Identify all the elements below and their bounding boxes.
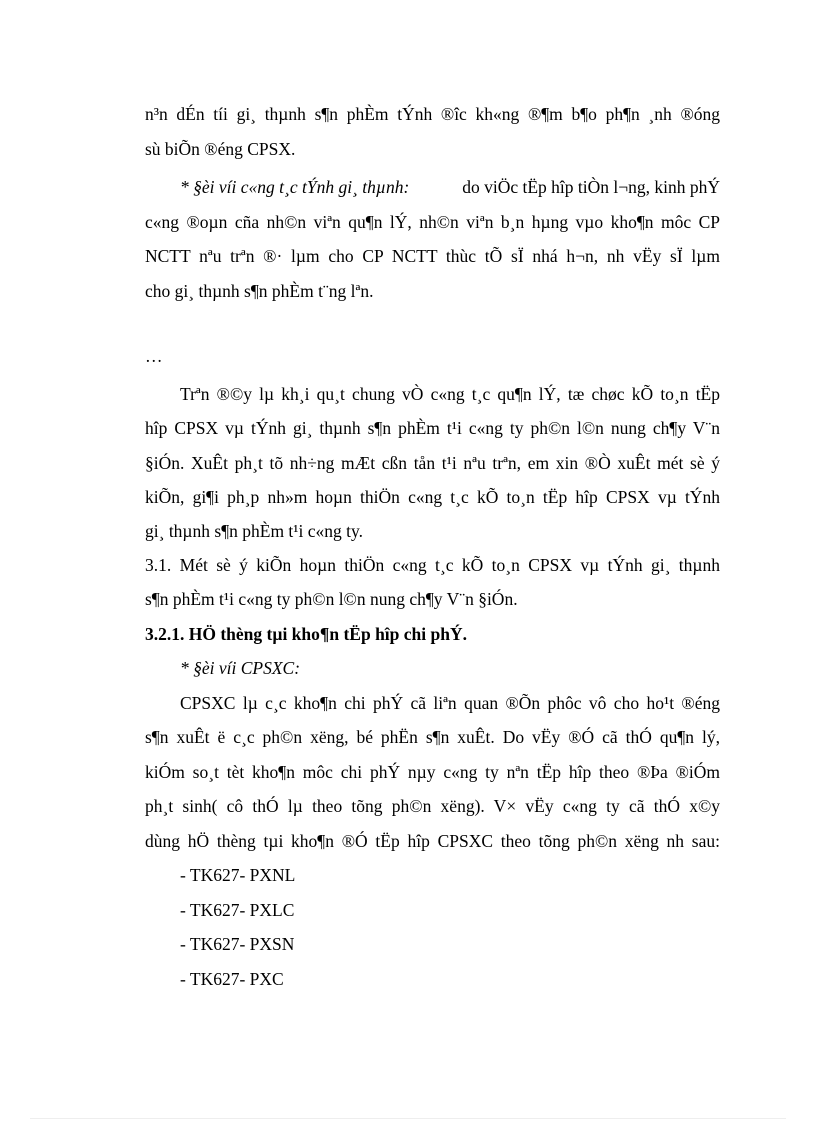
paragraph-line: s¶n xuÊt ë c¸c ph©n xëng, bé phËn s¶n xuÊt. Do vËy ®Ó cã thÓ qu¶n lý, <box>145 727 720 747</box>
paragraph-line: c«ng ®oµn cña nh©n viªn qu¶n lÝ, nh©n viªn b¸n hµng vµo kho¶n môc CP <box>145 212 720 232</box>
section-title: 3.1. Mét sè ý kiÕn hoµn thiÖn c«ng t¸c kÕ to¸n CPSX vµ tÝnh gi¸ thµnh <box>145 555 720 575</box>
italic-subheading: * §èi víi c«ng t¸c tÝnh gi¸ thµnh: <box>180 177 410 197</box>
paragraph-text: do viÖc tËp hîp tiÒn l¬ng, kinh phÝ <box>462 177 720 197</box>
paragraph-line: gi¸ thµnh s¶n phÈm t¹i c«ng ty. <box>145 521 364 541</box>
paragraph-line <box>180 176 720 198</box>
paragraph-line: NCTT nªu trªn ®· lµm cho CP NCTT thùc tÕ sÏ nhá h¬n, nh vËy sÏ lµm <box>145 246 720 266</box>
italic-subheading: * §èi víi CPSXC: <box>180 658 301 678</box>
paragraph-line: dùng hÖ thèng tµi kho¶n ®Ó tËp hîp CPSXC theo tõng ph©n xëng nh sau: <box>145 831 720 851</box>
paragraph-line: n³n dÉn tíi gi¸ thµnh s¶n phÈm tÝnh ®îc kh«ng ®¶m b¶o ph¶n ¸nh ®óng <box>145 104 720 124</box>
paragraph-line: kiÕn, gi¶i ph¸p nh»m hoµn thiÖn c«ng t¸c kÕ to¸n tËp hîp CPSX vµ tÝnh <box>145 487 720 507</box>
list-item: - TK627- PXLC <box>180 900 295 920</box>
paragraph-line: hîp CPSX vµ tÝnh gi¸ thµnh s¶n phÈm t¹i c«ng ty ph©n l©n nung ch¶y V¨n <box>145 418 720 438</box>
section-heading: 3.2.1. HÖ thèng tµi kho¶n tËp hîp chi phÝ. <box>145 624 467 644</box>
paragraph-line: ph¸t sinh( cô thÓ lµ theo tõng ph©n xëng). V× vËy c«ng ty cã thÓ x©y <box>145 796 720 816</box>
page-bottom-divider <box>30 1118 786 1119</box>
paragraph-line: CPSXC lµ c¸c kho¶n chi phÝ cã liªn quan ®Õn phôc vô cho ho¹t ®éng <box>180 693 720 713</box>
list-item: - TK627- PXNL <box>180 865 296 885</box>
paragraph-line: sù biÕn ®éng CPSX. <box>145 139 296 159</box>
section-title: s¶n phÈm t¹i c«ng ty ph©n l©n nung ch¶y V¨n §iÓn. <box>145 589 518 609</box>
paragraph-line: kiÓm so¸t tèt kho¶n môc chi phÝ nµy c«ng ty nªn tËp hîp theo ®Þa ®iÓm <box>145 762 720 782</box>
paragraph-line: Trªn ®©y lµ kh¸i qu¸t chung vÒ c«ng t¸c qu¶n lÝ, tæ chøc kÕ to¸n tËp <box>180 384 720 404</box>
paragraph-line: cho gi¸ thµnh s¶n phÈm t¨ng lªn. <box>145 281 374 301</box>
list-item: - TK627- PXSN <box>180 934 295 954</box>
paragraph-line: §iÓn. XuÊt ph¸t tõ nh÷ng mÆt cßn tån t¹i nªu trªn, em xin ®Ò xuÊt mét sè ý <box>145 453 720 473</box>
list-item: - TK627- PXC <box>180 969 284 989</box>
ellipsis: … <box>145 346 163 366</box>
